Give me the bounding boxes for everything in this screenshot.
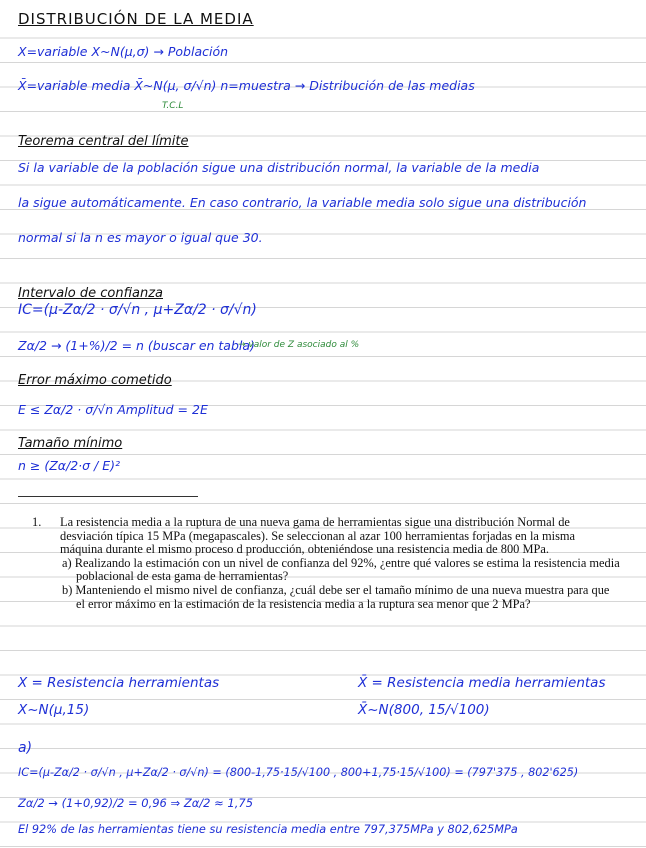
problem-part-b: b) Manteniendo el mismo nivel de confianza, ¿cuál debe ser el tamaño mínimo de una nueva muestra para que el error máximo en la estimación de la resistencia media a la ruptura sea menor que 2 MPa? [62,582,610,611]
ic-formula: IC=(μ-Zα/2 · σ/√n , μ+Zα/2 · σ/√n) [18,302,257,318]
tcl-heading: Teorema central del límite [18,134,189,149]
variable-line: X=variable X~N(μ,σ) → Población [18,44,229,59]
ic-heading: Intervalo de confianza [18,286,163,301]
solution-dist-x: X~N(μ,15) [18,702,90,718]
solution-ic-calc: IC=(μ-Zα/2 · σ/√n , μ+Zα/2 · σ/√n) = (800-1,75·15/√100 , 800+1,75·15/√100) = (797'375 , 802'625) [18,766,579,779]
size-formula: n ≥ (Zα/2·σ / E)² [18,458,121,473]
tcl-text-1: Si la variable de la población sigue una distribución normal, la variable de la media [18,160,540,175]
page-title: DISTRIBUCIÓN DE LA MEDIA [18,10,254,28]
error-heading: Error máximo cometido [18,373,172,388]
solution-dist-xbar: X̄~N(800, 15/√100) [358,702,490,718]
problem-number: 1. [32,515,42,529]
solution-z-calc: Zα/2 → (1+0,92)/2 = 0,96 ⇒ Zα/2 ≈ 1,75 [18,796,254,810]
problem-statement [20,516,620,611]
z-note: → valor de Z asociado al % [238,340,360,350]
tcl-label: T.C.L [162,101,184,111]
separator-rule [18,496,198,497]
solution-def-xbar: X̄ = Resistencia media herramientas [358,675,606,691]
problem-text: La resistencia media a la ruptura de una nueva gama de herramientas sigue una distribución Normal de desviación típica 15 MPa (megapascales). Se seleccionan al azar 100 herramientas forjadas en la misma máquina durante el mismo proceso d producción, obteniéndose una resistencia media de 800 MPa. [60,515,576,557]
error-formula: E ≤ Zα/2 · σ/√n Amplitud = 2E [18,402,208,417]
z-formula: Zα/2 → (1+%)/2 = n (buscar en tabla) [18,338,255,353]
mean-variable-line: X̄=variable media X̄~N(μ, σ/√n) n=muestra → Distribución de las medias [18,78,475,93]
problem-part-a: a) Realizando la estimación con un nivel de confianza del 92%, ¿entre qué valores se estima la resistencia media poblacional de esta gama de herramientas? [62,555,620,584]
solution-def-x: X = Resistencia herramientas [18,675,220,691]
tcl-text-2: la sigue automáticamente. En caso contrario, la variable media solo sigue una distribución [18,195,587,210]
solution-part-a: a) [18,740,33,756]
tcl-text-3: normal si la n es mayor o igual que 30. [18,230,263,245]
solution-conclusion: El 92% de las herramientas tiene su resistencia media entre 797,375MPa y 802,625MPa [18,823,518,836]
size-heading: Tamaño mínimo [18,436,123,451]
